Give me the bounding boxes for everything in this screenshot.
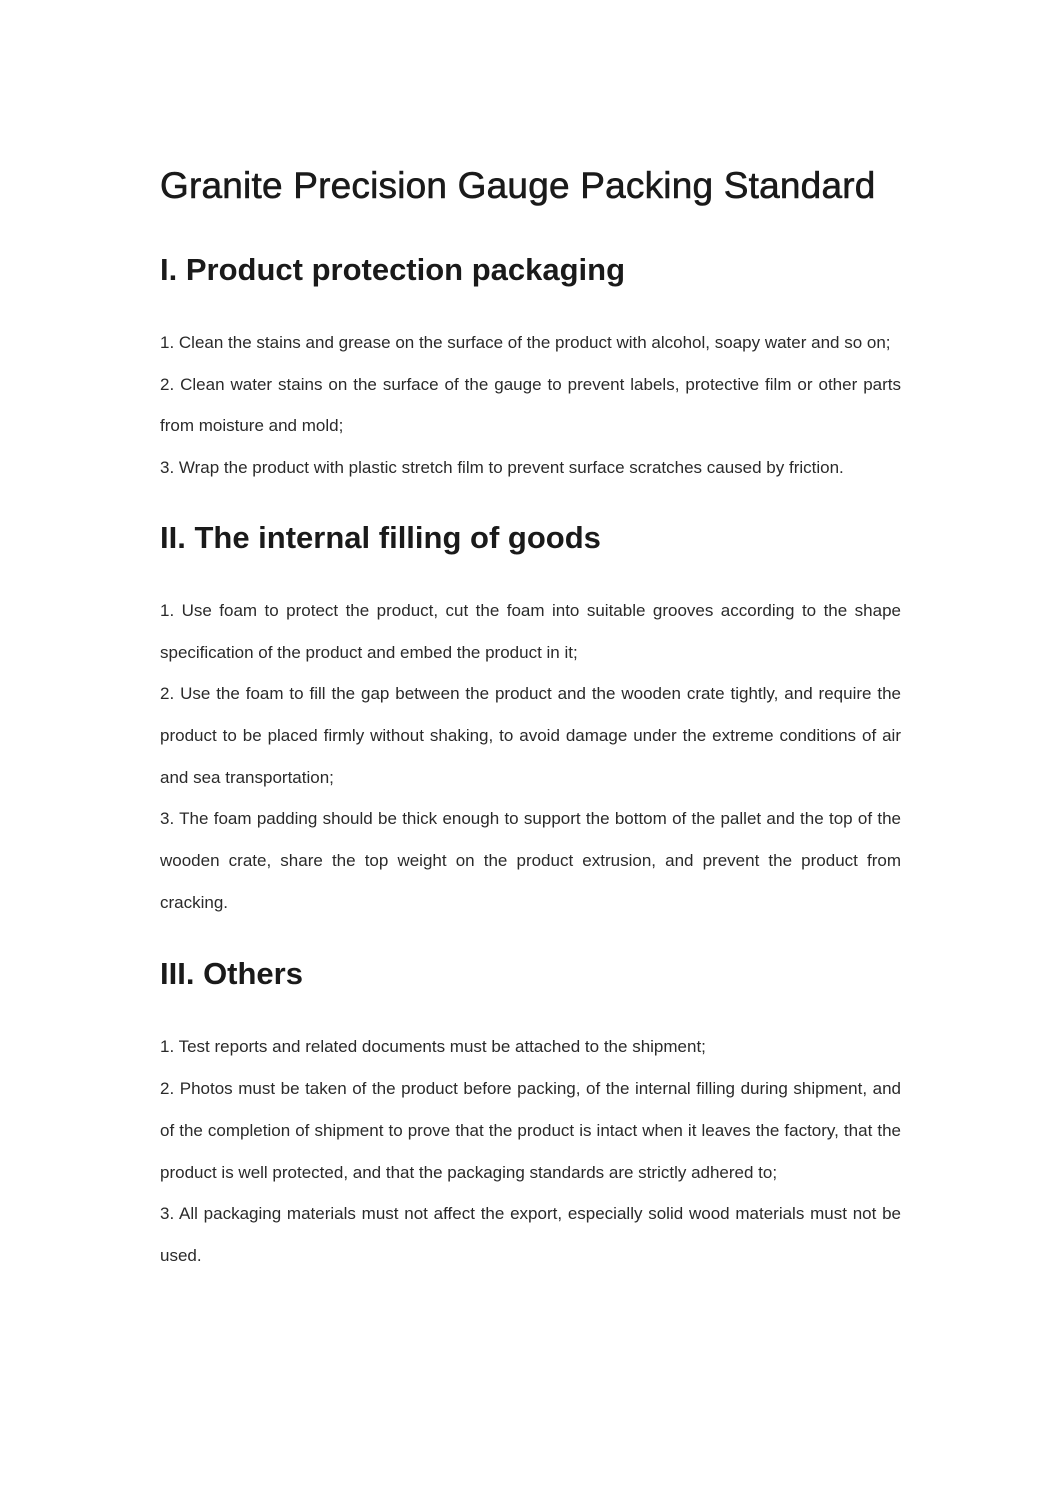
- section-heading-product-protection: I. Product protection packaging: [160, 252, 626, 287]
- section-items-product-protection: [160, 322, 901, 489]
- list-item: 2. Use the foam to fill the gap between the product and the wooden crate tightly, and require the product to be placed firmly without shaking, to avoid damage under the extreme conditions of air and sea transportation;: [160, 684, 901, 787]
- section-items-others: [160, 1026, 901, 1276]
- document-title: Granite Precision Gauge Packing Standard: [160, 165, 876, 206]
- section-items-internal-filling: [160, 590, 901, 924]
- list-item: 2. Photos must be taken of the product before packing, of the internal filling during shipment, and of the completion of shipment to prove that the product is intact when it leaves the factory, that the product is well protected, and that the packaging standards are strictly adhered to;: [160, 1079, 901, 1182]
- list-item: 3. The foam padding should be thick enough to support the bottom of the pallet and the top of the wooden crate, share the top weight on the product extrusion, and prevent the product from cracking.: [160, 809, 901, 912]
- list-item: 1. Clean the stains and grease on the surface of the product with alcohol, soapy water and so on;: [160, 333, 891, 352]
- section-heading-others: III. Others: [160, 956, 303, 992]
- list-item: 3. Wrap the product with plastic stretch film to prevent surface scratches caused by friction.: [160, 458, 844, 478]
- list-item: 2. Clean water stains on the surface of the gauge to prevent labels, protective film or other parts from moisture and mold;: [160, 374, 901, 436]
- list-item: 1. Test reports and related documents must be attached to the shipment;: [160, 1037, 706, 1057]
- list-item: 1. Use foam to protect the product, cut the foam into suitable grooves according to the shape specification of the product and embed the product in it;: [160, 600, 901, 662]
- section-heading-internal-filling: II. The internal filling of goods: [160, 519, 601, 555]
- list-item: 3. All packaging materials must not affect the export, especially solid wood materials must not be used.: [160, 1204, 901, 1265]
- document-page: [160, 160, 901, 1277]
